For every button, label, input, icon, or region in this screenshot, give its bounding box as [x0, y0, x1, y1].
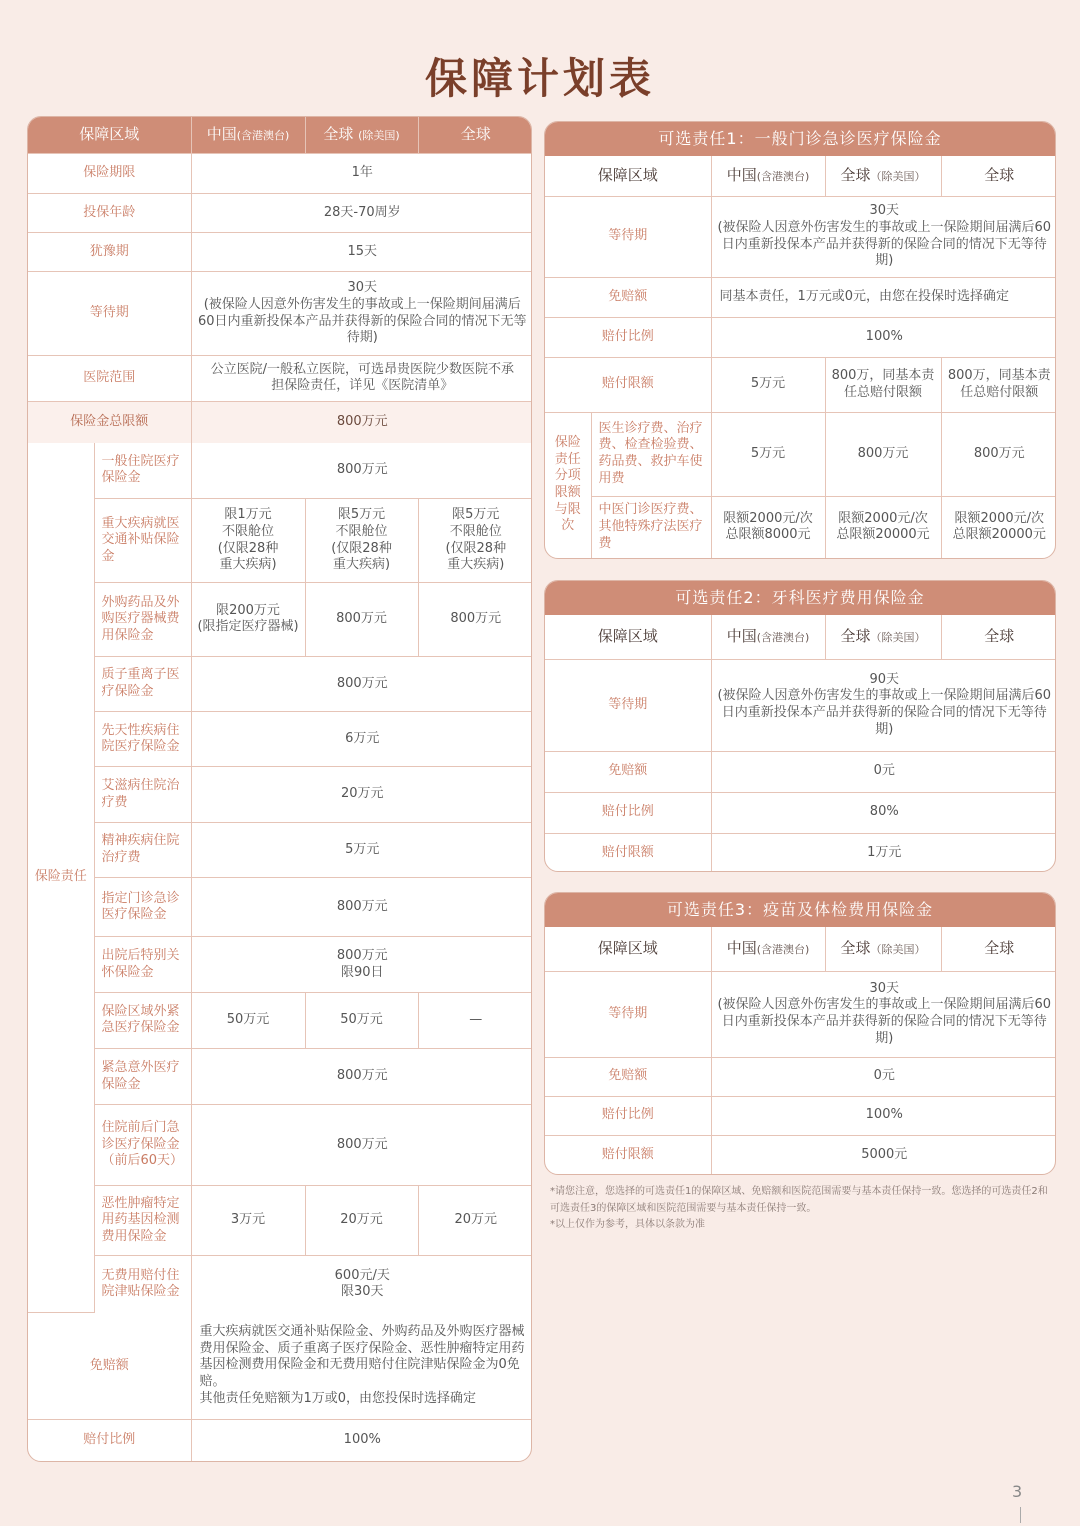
resp-value-global: 20万元 [418, 1185, 532, 1255]
resp-row [28, 1049, 532, 1105]
value-total-limit: 800万元 [191, 402, 532, 443]
opt1-row-waiting [545, 196, 1056, 277]
opt2-row-deductible [545, 751, 1056, 792]
resp-name: 先天性疾病住院医疗保险金 [94, 712, 191, 767]
opt2-header-row [545, 615, 1056, 659]
opt1-value-deductible: 同基本责任，1万元或0元，由您在投保时选择确定 [711, 277, 1056, 317]
resp-name: 外购药品及外购医疗器械费用保险金 [94, 583, 191, 656]
resp-value-china: 限200万元 (限指定医疗器械) [191, 583, 305, 656]
value-hesitation: 15天 [191, 233, 532, 272]
resp-row [28, 1256, 532, 1312]
resp-value: 20万元 [191, 767, 532, 822]
resp-name: 一般住院医疗保险金 [94, 443, 191, 498]
footnote-1: *请您注意，您选择的可选责任1的保障区域、免赔额和医院范围需要与基本责任保持一致。您选择的可选责任2和可选责任3的保障区域和医院范围需要与基本责任保持一致。 [550, 1186, 1048, 1214]
opt1-sub2-global: 限额2000元/次 总限额20000元 [941, 496, 1056, 558]
resp-name: 保险区域外紧急医疗保险金 [94, 992, 191, 1048]
resp-value-global-ex-us: 20万元 [305, 1185, 418, 1255]
opt3-header-global: 全球 [941, 927, 1056, 971]
opt3-row-limit [545, 1135, 1056, 1175]
opt2-header-china: 中国(含港澳台) [711, 615, 825, 659]
opt2-row-ratio [545, 792, 1056, 833]
opt1-sub1-name: 医生诊疗费、治疗费、检查检验费、药品费、救护车使用费 [591, 412, 711, 496]
optional-2-table [544, 580, 1056, 872]
optional-1-title: 可选责任1：一般门诊急诊医疗保险金 [545, 122, 1055, 156]
resp-name: 恶性肿瘤特定用药基因检测费用保险金 [94, 1185, 191, 1255]
opt1-header-row [545, 156, 1056, 196]
opt2-header-global: 全球 [941, 615, 1056, 659]
resp-value: 800万元 [191, 656, 532, 711]
label-waiting: 等待期 [28, 272, 191, 355]
opt1-header-china: 中国(含港澳台) [711, 156, 825, 196]
resp-value: 6万元 [191, 712, 532, 767]
opt2-value-limit: 1万元 [711, 833, 1056, 872]
resp-value-china: 限1万元 不限舱位 (仅限28种 重大疾病) [191, 498, 305, 583]
resp-value: 600元/天 限30天 [191, 1256, 532, 1312]
resp-value: 800万元 限90日 [191, 937, 532, 992]
main-header-row [28, 117, 532, 153]
row-hesitation [28, 233, 532, 272]
value-age: 28天-70周岁 [191, 193, 532, 232]
resp-name: 住院前后门急诊医疗保险金（前后60天） [94, 1105, 191, 1185]
opt1-row-sub1 [545, 412, 1056, 496]
resp-value: 800万元 [191, 878, 532, 937]
resp-row [28, 443, 532, 498]
opt3-header-china: 中国(含港澳台) [711, 927, 825, 971]
opt1-row-ratio [545, 317, 1056, 357]
opt3-row-ratio [545, 1096, 1056, 1135]
resp-row [28, 656, 532, 711]
resp-name: 重大疾病就医交通补贴保险金 [94, 498, 191, 583]
label-hospital: 医院范围 [28, 355, 191, 401]
opt2-label-deductible: 免赔额 [545, 751, 711, 792]
label-age: 投保年龄 [28, 193, 191, 232]
opt1-sub2-china: 限额2000元/次 总限额8000元 [711, 496, 825, 558]
resp-row [28, 498, 532, 583]
opt2-header-region: 保障区域 [545, 615, 711, 659]
value-deductible: 重大疾病就医交通补贴保险金、外购药品及外购医疗器械费用保险金、质子重离子医疗保险金、恶性肿瘤特定用药基因检测费用保险金和无费用赔付住院津贴保险金为0免赔。 其他责任免赔额为1万或0，由您投保时选择确定 [191, 1312, 532, 1420]
row-period [28, 153, 532, 193]
row-waiting [28, 272, 532, 355]
opt3-label-ratio: 赔付比例 [545, 1096, 711, 1135]
row-deductible [28, 1312, 532, 1420]
resp-value: 800万元 [191, 1105, 532, 1185]
label-total-limit: 保险金总限额 [28, 402, 191, 443]
opt1-label-ratio: 赔付比例 [545, 317, 711, 357]
resp-row [28, 1105, 532, 1185]
resp-row [28, 992, 532, 1048]
header-global: 全球 [418, 117, 532, 153]
opt2-value-ratio: 80% [711, 792, 1056, 833]
label-ratio: 赔付比例 [28, 1420, 191, 1461]
opt1-sub2-global-ex-us: 限额2000元/次 总限额20000元 [825, 496, 941, 558]
opt3-row-waiting [545, 971, 1056, 1057]
resp-name: 紧急意外医疗保险金 [94, 1049, 191, 1105]
resp-name: 无费用赔付住院津贴保险金 [94, 1256, 191, 1312]
opt3-waiting-note: (被保险人因意外伤害发生的事故或上一保险期间届满后60日内重新投保本产品并获得新的保险合同的情况下无等待期) [717, 997, 1052, 1046]
opt3-value-waiting [711, 971, 1056, 1057]
opt2-row-waiting [545, 659, 1056, 751]
resp-value: 5万元 [191, 822, 532, 877]
resp-value-china: 50万元 [191, 992, 305, 1048]
opt1-sub1-china: 5万元 [711, 412, 825, 496]
row-hospital [28, 355, 532, 401]
footnote-2: *以上仅作为参考，具体以条款为准 [550, 1219, 705, 1230]
opt1-limit-global: 800万，同基本责任总赔付限额 [941, 357, 1056, 412]
opt3-header-global-ex-us: 全球（除美国） [825, 927, 941, 971]
opt1-sub1-global: 800万元 [941, 412, 1056, 496]
opt3-header-region: 保障区域 [545, 927, 711, 971]
resp-name: 出院后特别关怀保险金 [94, 937, 191, 992]
opt2-waiting-note: (被保险人因意外伤害发生的事故或上一保险期间届满后60日内重新投保本产品并获得新的保险合同的情况下无等待期) [717, 688, 1052, 737]
resp-value-global-ex-us: 限5万元 不限舱位 (仅限28种 重大疾病) [305, 498, 418, 583]
opt1-row-limit [545, 357, 1056, 412]
opt1-header-global-ex-us: 全球（除美国） [825, 156, 941, 196]
opt3-label-deductible: 免赔额 [545, 1057, 711, 1096]
main-plan-table [27, 116, 532, 1462]
opt2-label-limit: 赔付限额 [545, 833, 711, 872]
opt1-waiting-note: (被保险人因意外伤害发生的事故或上一保险期间届满后60日内重新投保本产品并获得新的保险合同的情况下无等待期) [717, 219, 1052, 269]
opt1-sub2-name: 中医门诊医疗费、其他特殊疗法医疗费 [591, 496, 711, 558]
opt3-value-deductible: 0元 [711, 1057, 1056, 1096]
opt3-header-row [545, 927, 1056, 971]
opt2-label-ratio: 赔付比例 [545, 792, 711, 833]
resp-value-global: 800万元 [418, 583, 532, 656]
opt3-waiting-days: 30天 [869, 980, 900, 996]
opt3-value-ratio: 100% [711, 1096, 1056, 1135]
resp-value: 800万元 [191, 443, 532, 498]
opt1-limit-china: 5万元 [711, 357, 825, 412]
resp-row [28, 1185, 532, 1255]
opt2-value-deductible: 0元 [711, 751, 1056, 792]
label-period: 保险期限 [28, 153, 191, 193]
opt3-row-deductible [545, 1057, 1056, 1096]
optional-3-title: 可选责任3：疫苗及体检费用保险金 [545, 893, 1055, 927]
header-region: 保障区域 [28, 117, 191, 153]
header-china: 中国(含港澳台) [191, 117, 305, 153]
resp-name: 质子重离子医疗保险金 [94, 656, 191, 711]
opt2-value-waiting [711, 659, 1056, 751]
waiting-days: 30天 [347, 280, 378, 296]
optional-3-table [544, 892, 1056, 1175]
optional-1-table [544, 121, 1056, 559]
page-number: 3 [1012, 1482, 1023, 1501]
resp-value-global: 限5万元 不限舱位 (仅限28种 重大疾病) [418, 498, 532, 583]
header-global-ex-us: 全球 (除美国) [305, 117, 418, 153]
opt1-sub-label: 保险责任分项限额与限次 [545, 412, 591, 558]
opt1-label-limit: 赔付限额 [545, 357, 711, 412]
resp-row [28, 712, 532, 767]
opt2-waiting-days: 90天 [869, 671, 900, 687]
resp-row [28, 878, 532, 937]
value-ratio: 100% [191, 1420, 532, 1461]
opt1-header-global: 全球 [941, 156, 1056, 196]
resp-row [28, 937, 532, 992]
resp-name: 精神疾病住院治疗费 [94, 822, 191, 877]
opt1-row-deductible [545, 277, 1056, 317]
resp-row [28, 822, 532, 877]
opt1-value-ratio: 100% [711, 317, 1056, 357]
opt1-label-deductible: 免赔额 [545, 277, 711, 317]
resp-value-global-ex-us: 800万元 [305, 583, 418, 656]
resp-value-china: 3万元 [191, 1185, 305, 1255]
opt3-label-waiting: 等待期 [545, 971, 711, 1057]
resp-row [28, 583, 532, 656]
opt1-header-region: 保障区域 [545, 156, 711, 196]
resp-name: 艾滋病住院治疗费 [94, 767, 191, 822]
page-title: 保障计划表 [424, 54, 655, 103]
row-total-limit [28, 402, 532, 443]
opt2-row-limit [545, 833, 1056, 872]
resp-name: 指定门诊急诊医疗保险金 [94, 878, 191, 937]
row-ratio [28, 1420, 532, 1461]
resp-row [28, 767, 532, 822]
optional-2-title: 可选责任2：牙科医疗费用保险金 [545, 581, 1055, 615]
page-number-divider [1020, 1507, 1021, 1523]
opt1-value-waiting [711, 196, 1056, 277]
resp-value: 800万元 [191, 1049, 532, 1105]
opt2-header-global-ex-us: 全球（除美国） [825, 615, 941, 659]
opt1-waiting-days: 30天 [869, 203, 900, 219]
resp-group-label: 保险责任 [28, 443, 94, 1312]
footnotes [550, 1184, 1055, 1234]
value-waiting [191, 272, 532, 355]
value-hospital: 公立医院/一般私立医院，可选昂贵医院少数医院不承担保险责任，详见《医院清单》 [191, 355, 532, 401]
opt3-label-limit: 赔付限额 [545, 1135, 711, 1175]
value-period: 1年 [191, 153, 532, 193]
label-hesitation: 犹豫期 [28, 233, 191, 272]
waiting-note: (被保险人因意外伤害发生的事故或上一保险期间届满后60日内重新投保本产品并获得新的保险合同的情况下无等待期) [197, 296, 527, 346]
opt1-sub1-global-ex-us: 800万元 [825, 412, 941, 496]
opt1-limit-global-ex-us: 800万，同基本责任总赔付限额 [825, 357, 941, 412]
opt2-label-waiting: 等待期 [545, 659, 711, 751]
opt1-row-sub2 [545, 496, 1056, 558]
label-deductible: 免赔额 [28, 1312, 191, 1420]
resp-value-global-ex-us: 50万元 [305, 992, 418, 1048]
opt1-label-waiting: 等待期 [545, 196, 711, 277]
resp-value-global: — [418, 992, 532, 1048]
row-age [28, 193, 532, 232]
opt3-value-limit: 5000元 [711, 1135, 1056, 1175]
